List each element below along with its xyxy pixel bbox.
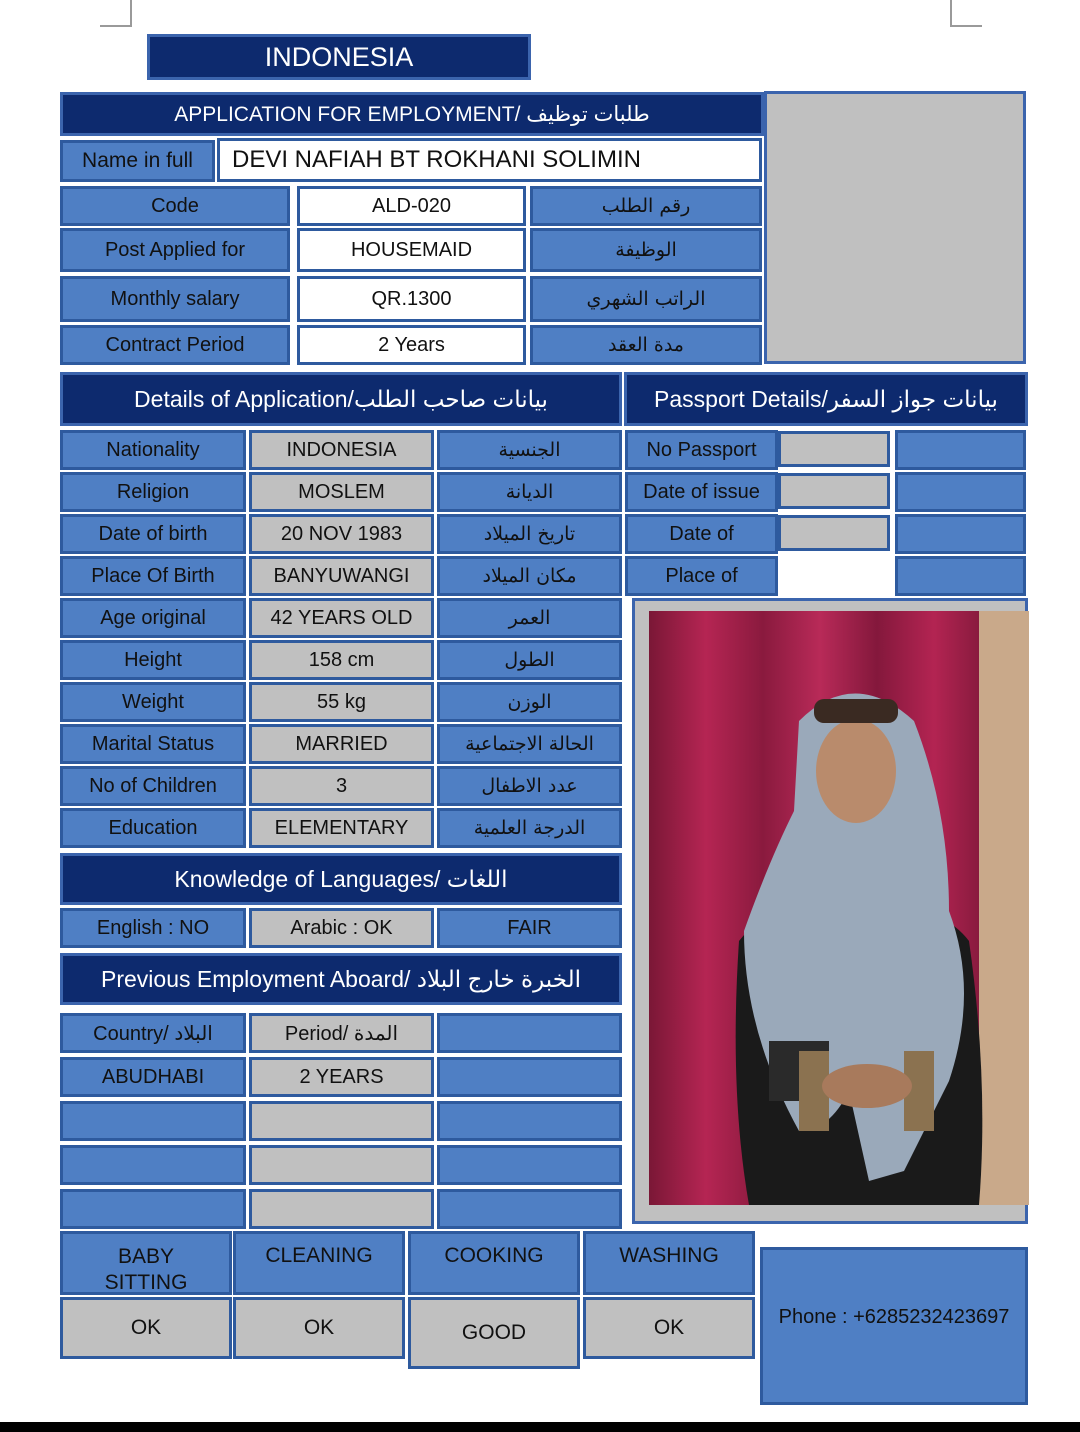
prev-extra: [437, 1189, 622, 1229]
previous-employment-header: Previous Employment Aboard/ الخبرة خارج البلاد: [60, 953, 622, 1005]
languages-header: Knowledge of Languages/ اللغات: [60, 853, 622, 905]
detail-arabic: عدد الاطفال: [437, 766, 622, 806]
detail-arabic: الحالة الاجتماعية: [437, 724, 622, 764]
detail-value: BANYUWANGI: [249, 556, 434, 596]
details-header: Details of Application/بيانات صاحب الطلب: [60, 372, 622, 426]
skill-name: BABY SITTING: [104, 1245, 188, 1294]
skill-rating: OK: [60, 1297, 232, 1359]
passport-value: [778, 431, 890, 467]
passport-extra: [895, 472, 1026, 512]
language-level: FAIR: [437, 908, 622, 948]
prev-col-period: Period/ المدة: [249, 1013, 434, 1053]
prev-period: [249, 1145, 434, 1185]
skill-name-cell: [233, 1231, 405, 1295]
wall-strip: [979, 611, 1029, 1205]
id-photo-slot: [764, 91, 1026, 364]
detail-value: 20 NOV 1983: [249, 514, 434, 554]
passport-value: [778, 556, 894, 596]
detail-arabic: تاريخ الميلاد: [437, 514, 622, 554]
skill-rating: OK: [233, 1297, 405, 1359]
detail-arabic: الدرجة العلمية: [437, 808, 622, 848]
skill-rating: OK: [583, 1297, 755, 1359]
prev-extra: [437, 1101, 622, 1141]
detail-arabic: العمر: [437, 598, 622, 638]
prev-country: [60, 1145, 246, 1185]
detail-value: 158 cm: [249, 640, 434, 680]
detail-label: Religion: [60, 472, 246, 512]
prev-extra: [437, 1057, 622, 1097]
detail-value: INDONESIA: [249, 430, 434, 470]
top-row-arabic: رقم الطلب: [530, 186, 762, 226]
detail-arabic: الجنسية: [437, 430, 622, 470]
skill-name-cell: [408, 1231, 580, 1295]
passport-label: Date of issue: [625, 472, 778, 512]
passport-extra: [895, 556, 1026, 596]
portrait-photo-frame: [632, 598, 1028, 1224]
country-banner: INDONESIA: [147, 34, 531, 80]
application-title: APPLICATION FOR EMPLOYMENT/ طلبات توظيف: [60, 92, 764, 136]
language-english: English : NO: [60, 908, 246, 948]
underscarf: [814, 699, 898, 723]
detail-value: MARRIED: [249, 724, 434, 764]
skill-name: COOKING: [444, 1244, 544, 1267]
detail-value: 42 YEARS OLD: [249, 598, 434, 638]
detail-arabic: الوزن: [437, 682, 622, 722]
skill-name-cell: [60, 1231, 232, 1295]
top-row-value: QR.1300: [297, 276, 526, 322]
name-value: DEVI NAFIAH BT ROKHANI SOLIMIN: [217, 138, 762, 182]
detail-label: Weight: [60, 682, 246, 722]
top-row-value: 2 Years: [297, 325, 526, 365]
passport-header: Passport Details/بيانات جواز السفر: [624, 372, 1028, 426]
detail-value: ELEMENTARY: [249, 808, 434, 848]
skill-name: WASHING: [619, 1244, 719, 1267]
prev-country: [60, 1101, 246, 1141]
passport-value: [778, 473, 890, 509]
detail-label: Height: [60, 640, 246, 680]
passport-label: Place of: [625, 556, 778, 596]
detail-label: Nationality: [60, 430, 246, 470]
top-row-arabic: الراتب الشهري: [530, 276, 762, 322]
detail-arabic: الطول: [437, 640, 622, 680]
passport-value: [778, 515, 890, 551]
detail-arabic: الديانة: [437, 472, 622, 512]
passport-label: Date of: [625, 514, 778, 554]
detail-label: Marital Status: [60, 724, 246, 764]
skill-name-cell: [583, 1231, 755, 1295]
corner-mark-left: [100, 0, 132, 27]
detail-value: MOSLEM: [249, 472, 434, 512]
top-row-value: ALD-020: [297, 186, 526, 226]
phone-number: Phone : +6285232423697: [778, 1306, 1010, 1328]
top-row-arabic: مدة العقد: [530, 325, 762, 365]
top-row-label: Contract Period: [60, 325, 290, 365]
prev-extra: [437, 1145, 622, 1185]
prev-country: ABUDHABI: [60, 1057, 246, 1097]
hands: [822, 1064, 912, 1108]
prev-country: [60, 1189, 246, 1229]
prev-col-country: Country/ البلاد: [60, 1013, 246, 1053]
language-arabic: Arabic : OK: [249, 908, 434, 948]
top-row-label: Monthly salary: [60, 276, 290, 322]
corner-mark-right: [950, 0, 982, 27]
detail-label: Date of birth: [60, 514, 246, 554]
top-row-label: Post Applied for: [60, 228, 290, 272]
prev-col-extra: [437, 1013, 622, 1053]
portrait-photo: [649, 611, 1029, 1205]
bottom-edge: [0, 1422, 1080, 1432]
detail-label: No of Children: [60, 766, 246, 806]
prev-period: [249, 1189, 434, 1229]
top-row-arabic: الوظيفة: [530, 228, 762, 272]
detail-value: 3: [249, 766, 434, 806]
passport-extra: [895, 514, 1026, 554]
detail-label: Education: [60, 808, 246, 848]
top-row-value: HOUSEMAID: [297, 228, 526, 272]
detail-arabic: مكان الميلاد: [437, 556, 622, 596]
name-label: Name in full: [60, 140, 215, 182]
phone-box: [760, 1247, 1028, 1405]
skill-rating: GOOD: [408, 1297, 580, 1369]
prev-period: 2 YEARS: [249, 1057, 434, 1097]
detail-value: 55 kg: [249, 682, 434, 722]
passport-label: No Passport: [625, 430, 778, 470]
detail-label: Place Of Birth: [60, 556, 246, 596]
top-row-label: Code: [60, 186, 290, 226]
passport-extra: [895, 430, 1026, 470]
prev-period: [249, 1101, 434, 1141]
face: [816, 719, 896, 823]
skill-name: CLEANING: [265, 1244, 373, 1267]
detail-label: Age original: [60, 598, 246, 638]
